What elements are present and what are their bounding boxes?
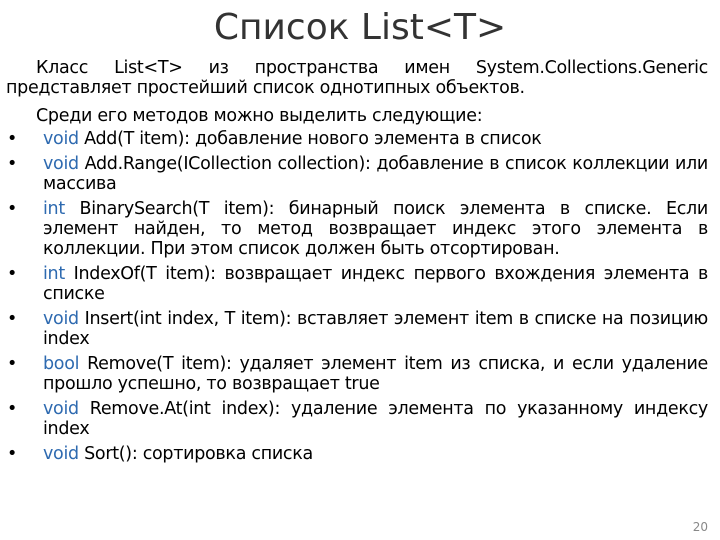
bullet-icon: • (6, 264, 18, 284)
method-item (6, 309, 708, 349)
page-number: 20 (692, 520, 708, 534)
method-item (6, 199, 708, 259)
bullet-icon: • (6, 444, 18, 464)
bullet-icon: • (6, 199, 18, 219)
method-keyword: bool (43, 354, 80, 374)
bullet-icon: • (6, 309, 18, 329)
method-text: Remove.At(int index): удаление элемента по указанному индексу index (43, 399, 708, 439)
method-keyword: void (43, 309, 79, 329)
method-keyword: int (43, 199, 65, 219)
method-text: Remove(T item): удаляет элемент item из списка, и если удаление прошло успешно, то возвращает true (43, 354, 708, 394)
method-keyword: void (43, 129, 79, 149)
method-text: Add(T item): добавление нового элемента в список (78, 129, 542, 149)
method-text: BinarySearch(T item): бинарный поиск элемента в списке. Если элемент найден, то метод возвращает индекс этого элемента в коллекции. При этом список должен быть отсортирован. (43, 199, 708, 259)
bullet-icon: • (6, 154, 18, 174)
methods-list (6, 129, 708, 464)
bullet-icon: • (6, 129, 18, 149)
method-item (6, 399, 708, 439)
intro-paragraph: Класс List<T> из пространства имен System.Collections.Generic представляет простейший список однотипных объектов. (6, 58, 708, 98)
method-text: Sort(): сортировка списка (78, 444, 313, 464)
method-keyword: void (43, 444, 79, 464)
method-keyword: int (43, 264, 65, 284)
methods-intro: Среди его методов можно выделить следующие: (36, 106, 483, 126)
method-item (6, 129, 708, 149)
method-item (6, 264, 708, 304)
slide-title: Список List<T> (213, 7, 507, 48)
method-item (6, 444, 708, 464)
bullet-icon: • (6, 354, 18, 374)
method-item (6, 154, 708, 194)
method-keyword: void (43, 399, 79, 419)
method-keyword: void (43, 154, 79, 174)
bullet-icon: • (6, 399, 18, 419)
method-text: IndexOf(T item): возвращает индекс первого вхождения элемента в списке (43, 264, 708, 304)
method-text: Insert(int index, T item): вставляет элемент item в списке на позицию index (43, 309, 708, 349)
method-item (6, 354, 708, 394)
method-text: Add.Range(ICollection collection): добавление в список коллекции или массива (43, 154, 708, 194)
slide-body (6, 58, 708, 469)
